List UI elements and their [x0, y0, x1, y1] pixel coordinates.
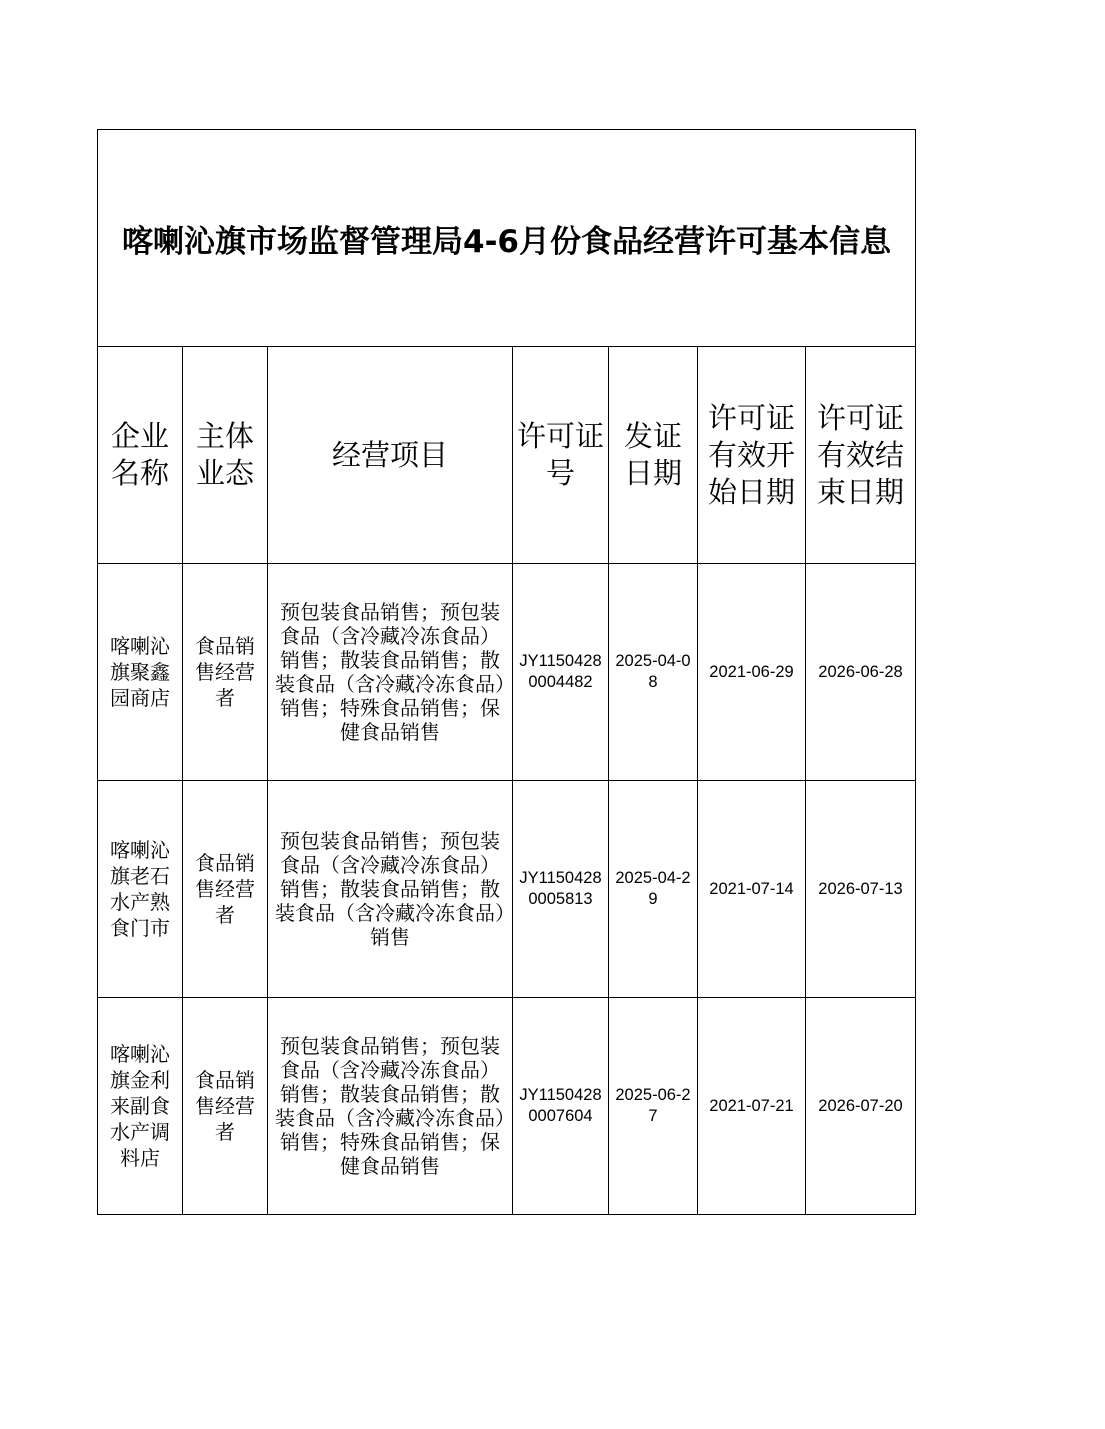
issue-date-cell [609, 781, 698, 998]
entity-type-cell [183, 998, 268, 1215]
company-name: 喀喇沁旗老石水产熟食门市 [110, 838, 170, 940]
header-issue-date [609, 347, 698, 564]
title-row [98, 130, 916, 347]
valid-end: 2026-07-13 [818, 879, 903, 898]
valid-start-cell [698, 998, 806, 1215]
issue-date-cell [609, 998, 698, 1215]
business-items-cell [268, 998, 513, 1215]
header-license-no-text: 许可证号 [516, 419, 604, 490]
issue-date-cell [609, 564, 698, 781]
entity-type-cell [183, 564, 268, 781]
company-name-cell [98, 564, 183, 781]
header-company-name [98, 347, 183, 564]
valid-start-cell [698, 781, 806, 998]
license-no-cell [513, 998, 609, 1215]
company-name-cell [98, 998, 183, 1215]
valid-end-cell [806, 781, 916, 998]
license-no-cell [513, 781, 609, 998]
header-valid-start-text: 许可证有效开始日期 [707, 400, 795, 509]
business-items-cell [268, 781, 513, 998]
business-items: 预包装食品销售；预包装食品（含冷藏冷冻食品）销售；散装食品销售；散装食品（含冷藏冷冻食品）销售 [275, 829, 505, 949]
table-row [98, 998, 916, 1215]
entity-type: 食品销售经营者 [195, 1068, 255, 1144]
valid-end: 2026-06-28 [818, 662, 903, 681]
company-name-cell [98, 781, 183, 998]
company-name: 喀喇沁旗聚鑫园商店 [110, 634, 170, 710]
valid-start: 2021-07-21 [709, 1096, 794, 1115]
valid-start: 2021-07-14 [709, 879, 794, 898]
header-valid-start [698, 347, 806, 564]
valid-end-cell [806, 998, 916, 1215]
header-license-no [513, 347, 609, 564]
table-title: 喀喇沁旗市场监督管理局4-6月份食品经营许可基本信息 [98, 130, 916, 347]
table-row [98, 781, 916, 998]
entity-type: 食品销售经营者 [195, 851, 255, 927]
issue-date: 2025-04-08 [615, 652, 691, 691]
header-row [98, 347, 916, 564]
valid-start-cell [698, 564, 806, 781]
header-valid-end [806, 347, 916, 564]
company-name: 喀喇沁旗金利来副食水产调料店 [110, 1042, 170, 1170]
header-issue-date-text: 发证日期 [624, 419, 683, 490]
license-no: JY11504280005813 [519, 869, 602, 908]
header-valid-end-text: 许可证有效结束日期 [816, 400, 904, 509]
table-row [98, 564, 916, 781]
issue-date: 2025-04-29 [615, 869, 691, 908]
license-no: JY11504280004482 [519, 652, 602, 691]
issue-date: 2025-06-27 [615, 1086, 691, 1125]
valid-end-cell [806, 564, 916, 781]
header-business-items [268, 347, 513, 564]
business-items-cell [268, 564, 513, 781]
license-no: JY11504280007604 [519, 1086, 602, 1125]
header-company-name-text: 企业名称 [111, 419, 170, 490]
header-business-items-text: 经营项目 [331, 437, 448, 472]
valid-start: 2021-06-29 [709, 662, 794, 681]
business-items: 预包装食品销售；预包装食品（含冷藏冷冻食品）销售；散装食品销售；散装食品（含冷藏冷冻食品）销售；特殊食品销售；保健食品销售 [275, 1034, 505, 1178]
business-items: 预包装食品销售；预包装食品（含冷藏冷冻食品）销售；散装食品销售；散装食品（含冷藏冷冻食品）销售；特殊食品销售；保健食品销售 [275, 600, 505, 744]
license-no-cell [513, 564, 609, 781]
header-entity-type [183, 347, 268, 564]
valid-end: 2026-07-20 [818, 1096, 903, 1115]
entity-type-cell [183, 781, 268, 998]
license-sheet [97, 129, 915, 1215]
license-table [97, 129, 916, 1215]
entity-type: 食品销售经营者 [195, 634, 255, 710]
header-entity-type-text: 主体业态 [196, 419, 255, 490]
